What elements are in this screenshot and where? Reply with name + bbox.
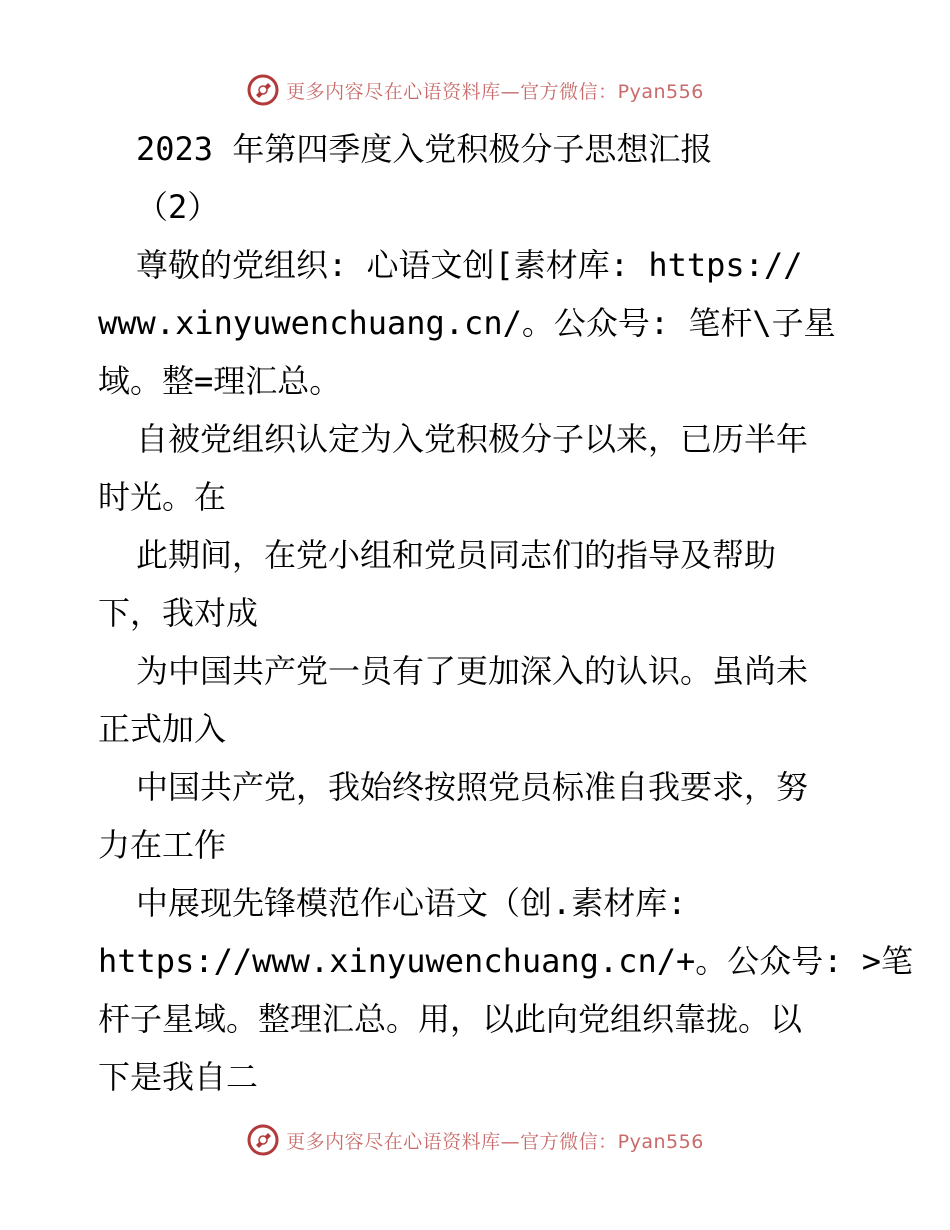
document-line: 下是我自二	[98, 1058, 259, 1096]
document-line: 尊敬的党组织: 心语文创[素材库: https://	[136, 246, 803, 284]
document-line: www.xinyuwenchuang.cn/。公众号: 笔杆\子星	[98, 304, 836, 342]
document-line: 正式加入	[98, 710, 227, 748]
seal-logo-icon	[246, 1123, 280, 1157]
document-line: 时光。在	[98, 478, 227, 516]
document-line: 2023 年第四季度入党积极分子思想汇报	[136, 130, 713, 168]
watermark-text: 更多内容尽在心语资料库—官方微信：Pyan556	[286, 1130, 704, 1153]
document-line: 为中国共产党一员有了更加深入的认识。虽尚未	[136, 652, 809, 690]
watermark-text: 更多内容尽在心语资料库—官方微信：Pyan556	[286, 80, 704, 103]
document-line: 此期间，在党小组和党员同志们的指导及帮助	[136, 536, 777, 574]
footer-watermark	[0, 1120, 950, 1160]
document-line: 杆子星域。整理汇总。用，以此向党组织靠拢。以	[98, 1000, 803, 1038]
document-line: 中展现先锋模范作心语文（创.素材库:	[136, 884, 687, 922]
document-line: https://www.xinyuwenchuang.cn/+。公众号: >笔	[98, 942, 914, 980]
seal-logo-icon	[246, 73, 280, 107]
document-line: 中国共产党，我始终按照党员标准自我要求，努	[136, 768, 809, 806]
document-line: 域。整=理汇总。	[98, 362, 342, 400]
document-line: 下，我对成	[98, 594, 259, 632]
document-line: （2）	[136, 188, 220, 226]
document-line: 力在工作	[98, 826, 227, 864]
document-line: 自被党组织认定为入党积极分子以来，已历半年	[136, 420, 809, 458]
header-watermark	[0, 70, 950, 110]
document-body	[98, 120, 914, 1106]
